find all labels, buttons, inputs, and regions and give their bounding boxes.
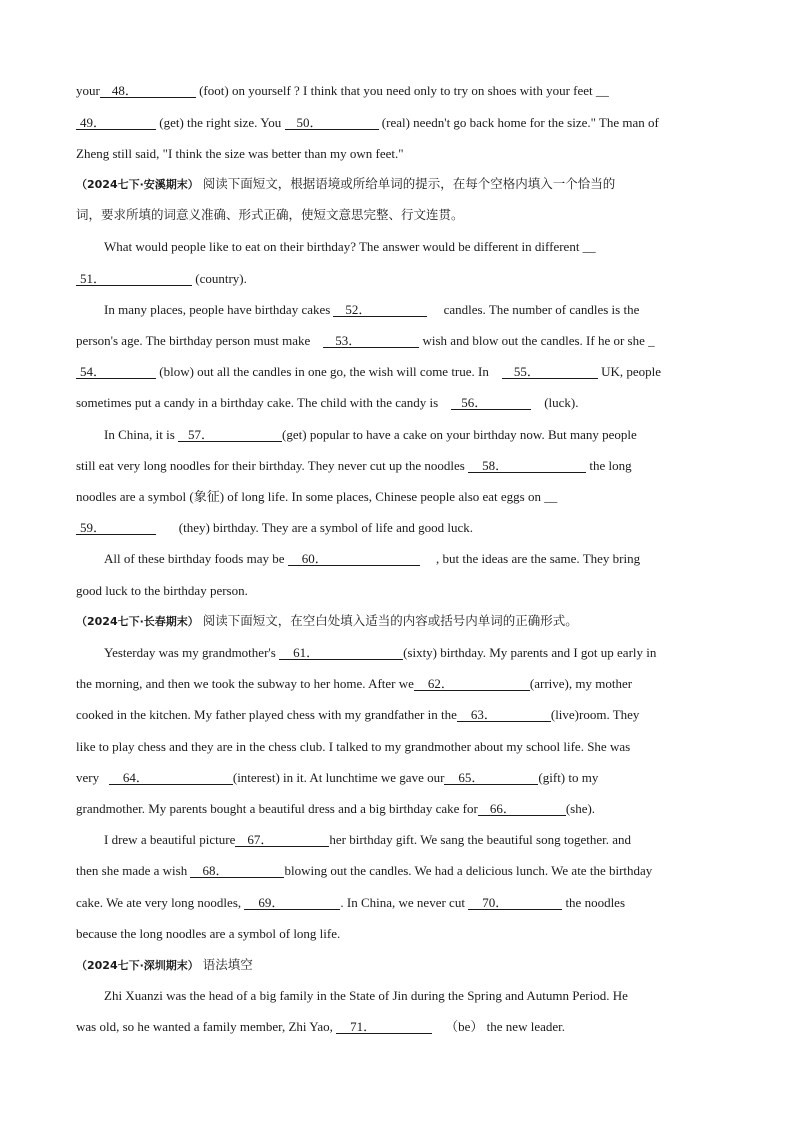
text-line: the morning, and then we took the subway to her home. After we 62． (arrive), my mother xyxy=(76,676,633,691)
text-line: Yesterday was my grandmother's 61． (sixty) birthday. My parents and I got up early in xyxy=(104,645,657,660)
text-line: I drew a beautiful picture 67． her birthday gift. We sang the beautiful song together. and xyxy=(104,832,631,847)
section-instruction: 词，要求所填的词意义准确、形式正确，使短文意思完整、行文连贯。 xyxy=(76,207,464,222)
answer-blank-54[interactable]: 54． xyxy=(76,364,156,379)
text-line: In China, it is 57． (get) popular to have a cake on your birthday now. But many people xyxy=(104,427,637,442)
text-line: like to play chess and they are in the chess club. I talked to my grandmother about my school life. She was xyxy=(76,739,631,754)
text-line: very 64． (interest) in it. At lunchtime we gave our 65． (gift) to my xyxy=(76,770,599,785)
answer-blank-68[interactable]: 68． xyxy=(190,863,284,878)
text-line: In many places, people have birthday cakes 52． candles. The number of candles is the xyxy=(104,302,640,317)
section-header: （2024七下·安溪期末） 阅读下面短文，根据语境或所给单词的提示，在每个空格内填入一个恰当的 xyxy=(76,176,616,191)
text-line: 59． (they) birthday. They are a symbol of life and good luck. xyxy=(76,519,473,537)
text-line: your 48． (foot) on yourself ? I think that you need only to try on shoes with your feet __ xyxy=(76,83,609,98)
answer-blank-65[interactable]: 65． xyxy=(444,770,538,785)
answer-blank-64[interactable]: 64． xyxy=(109,770,233,785)
text-line: 54． (blow) out all the candles in one go, the wish will come true. In 55． UK, people xyxy=(76,363,661,381)
answer-blank-56[interactable]: 56． xyxy=(451,395,531,410)
section-header: （2024七下·长春期末） 阅读下面短文，在空白处填入适当的内容或括号内单词的正确形式。 xyxy=(76,613,578,628)
text-line: Zheng still said, "I think the size was better than my own feet." xyxy=(76,146,404,161)
answer-blank-49[interactable]: 49． xyxy=(76,115,156,130)
text-line: grandmother. My parents bought a beautiful dress and a big birthday cake for 66． (she). xyxy=(76,801,596,816)
answer-blank-63[interactable]: 63． xyxy=(457,707,551,722)
text-line: then she made a wish 68． blowing out the candles. We had a delicious lunch. We ate the birthday xyxy=(76,863,653,878)
text-line: All of these birthday foods may be 60． , but the ideas are the same. They bring xyxy=(104,551,641,566)
answer-blank-51[interactable]: 51． xyxy=(76,271,192,286)
text-line: cooked in the kitchen. My father played chess with my grandfather in the 63． (live)room. They xyxy=(76,707,640,722)
answer-blank-55[interactable]: 55． xyxy=(502,364,598,379)
answer-blank-60[interactable]: 60． xyxy=(288,551,420,566)
answer-blank-71[interactable]: 71． xyxy=(336,1019,432,1034)
answer-blank-70[interactable]: 70． xyxy=(468,895,562,910)
text-line: still eat very long noodles for their birthday. They never cut up the noodles 58． the long xyxy=(76,458,632,473)
answer-blank-61[interactable]: 61． xyxy=(279,645,403,660)
text-line: sometimes put a candy in a birthday cake. The child with the candy is 56． (luck). xyxy=(76,395,579,410)
answer-blank-57[interactable]: 57． xyxy=(178,427,282,442)
answer-blank-58[interactable]: 58． xyxy=(468,458,586,473)
answer-blank-66[interactable]: 66． xyxy=(478,801,566,816)
text-line: 49． (get) the right size. You 50． (real) needn't go back home for the size." The man of xyxy=(76,114,659,132)
text-line: person's age. The birthday person must make 53． wish and blow out the candles. If he or she _ xyxy=(76,333,655,348)
text-line: cake. We ate very long noodles, 69． . In China, we never cut 70． the noodles xyxy=(76,895,626,910)
answer-blank-50[interactable]: 50． xyxy=(285,115,379,130)
answer-blank-53[interactable]: 53． xyxy=(323,333,419,348)
text-line: noodles are a symbol (象征) of long life. In some places, Chinese people also eat eggs on __ xyxy=(76,489,558,504)
section-header: （2024七下·深圳期末） 语法填空 xyxy=(76,957,253,972)
answer-blank-48[interactable]: 48． xyxy=(100,83,196,98)
text-line: because the long noodles are a symbol of long life. xyxy=(76,926,341,941)
text-line: What would people like to eat on their birthday? The answer would be different in different __ xyxy=(104,239,596,254)
answer-blank-62[interactable]: 62． xyxy=(414,676,530,691)
answer-blank-59[interactable]: 59． xyxy=(76,520,156,535)
text-line: was old, so he wanted a family member, Zhi Yao, 71． （be） the new leader. xyxy=(76,1019,566,1034)
text-line: good luck to the birthday person. xyxy=(76,583,248,598)
answer-blank-67[interactable]: 67． xyxy=(235,832,329,847)
text-line: 51． (country). xyxy=(76,270,247,288)
answer-blank-52[interactable]: 52． xyxy=(333,302,427,317)
answer-blank-69[interactable]: 69． xyxy=(244,895,340,910)
text-line: Zhi Xuanzi was the head of a big family in the State of Jin during the Spring and Autumn Period. He xyxy=(104,988,628,1003)
